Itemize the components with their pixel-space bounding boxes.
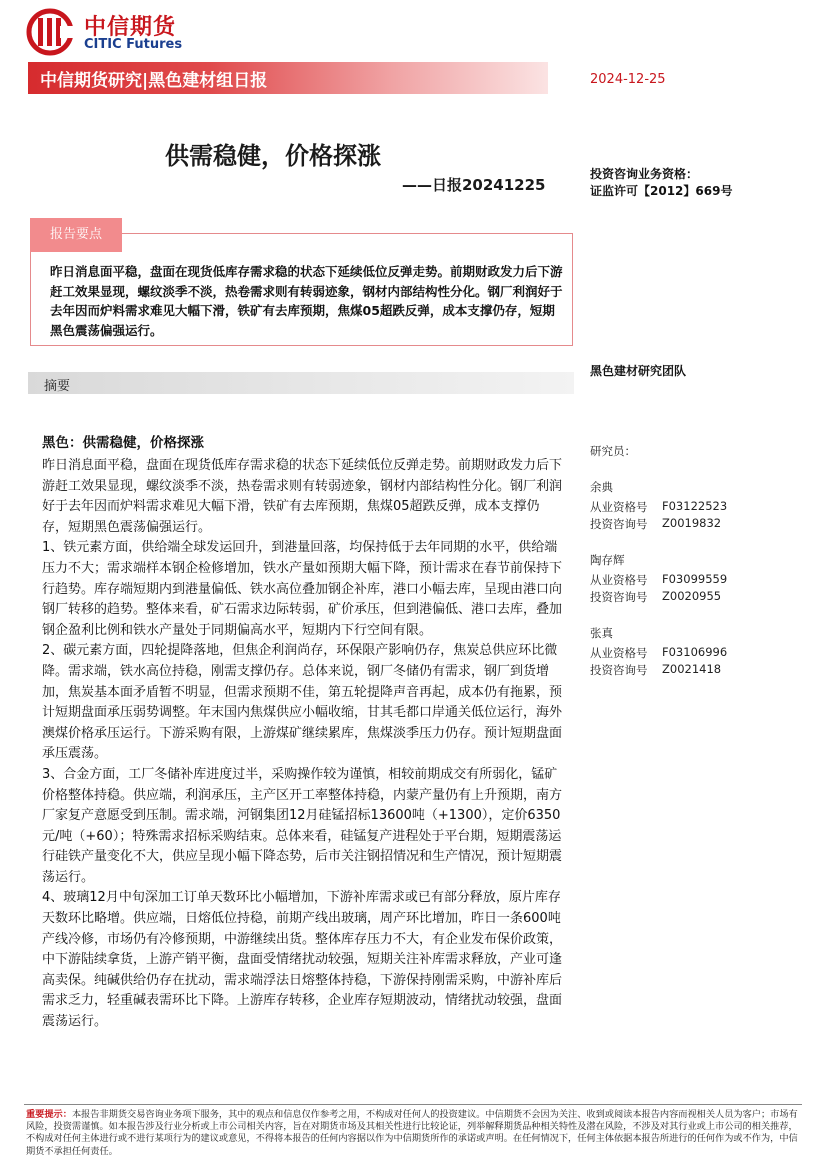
footer-divider bbox=[24, 1104, 802, 1105]
logo-english-name: CITIC Futures bbox=[84, 37, 183, 52]
key-points-tab: 报告要点 bbox=[30, 218, 122, 252]
body-paragraph-alloy: 3、合金方面，工厂冬储补库进度过半，采购操作较为谨慎，相较前期成交有所弱化，锰矿价格整体持稳。供应端，利润承压，主产区开工率整体持稳，内蒙产量仍有上升预期，南方厂家复产意愿受到压制。需求端，河钢集团12月硅锰招标13600吨（+1300），定价6350元/吨（+60）；特殊需求招标采购结束。总体来看，硅锰复产进程处于平台期，短期震荡运行硅铁产量变化不大，供应呈现小幅下降态势，后市关注钢招情况和生产情况，预计短期震荡运行。 bbox=[42, 766, 563, 885]
report-title: 供需稳健，价格探涨 bbox=[165, 142, 381, 170]
disclaimer bbox=[26, 1109, 802, 1158]
logo-chinese-name: 中信期货 bbox=[84, 15, 177, 40]
researcher-name: 张真 bbox=[590, 626, 613, 640]
researcher-license-value: F03099559 bbox=[662, 572, 728, 586]
banner-title: 中信期货研究|黑色建材组日报 bbox=[40, 71, 268, 91]
researcher-advisory-label: 投资咨询号 bbox=[590, 663, 648, 677]
researcher-name: 余典 bbox=[590, 480, 613, 494]
report-date: 2024-12-25 bbox=[590, 72, 666, 87]
researcher-advisory-value: Z0020955 bbox=[662, 589, 722, 603]
body-paragraph-carbon: 2、碳元素方面，四轮提降落地，但焦企利润尚存，环保限产影响仍存，焦炭总供应环比微降。需求端，铁水高位持稳，刚需支撑仍存。总体来说，钢厂冬储仍有需求，钢厂到货增加，焦炭基本面矛盾暂不明显，但需求预期不佳，第五轮提降声音再起，成本仍有拖累，预计短期盘面承压弱势调整。年末国内焦煤供应小幅收缩，甘其毛都口岸通关低位运行，海外澳煤价格承压运行。下游采购有限，上游煤矿继续累库，焦煤淡季压力仍存。预计短期盘面承压震荡。 bbox=[42, 643, 563, 762]
citic-logo-icon bbox=[24, 8, 78, 56]
researcher-license-label: 从业资格号 bbox=[590, 500, 648, 514]
abstract-bar bbox=[28, 372, 574, 394]
disclaimer-label: 重要提示： bbox=[26, 1109, 72, 1120]
section-heading: 黑色：供需稳健，价格探涨 bbox=[42, 435, 204, 451]
body-text bbox=[42, 456, 562, 1033]
key-points-text: 昨日消息面平稳，盘面在现货低库存需求稳的状态下延续低位反弹走势。前期财政发力后下游赶工效果显现，螺纹淡季不淡，热卷需求则有转弱迹象，钢材内部结构性分化。钢厂利润好于去年因而炉料需求难见大幅下滑，铁矿有去库预期，焦煤05超跌反弹，成本支撑仍存，短期黑色震荡偏强运行。 bbox=[50, 264, 563, 338]
qualification-value: 证监许可【2012】669号 bbox=[590, 184, 733, 198]
body-paragraph-glass: 4、玻璃12月中旬深加工订单天数环比小幅增加，下游补库需求或已有部分释放，原片库存天数环比略增。供应端，日熔低位持稳，前期产线出玻璃，周产环比增加，昨日一条600吨产线冷修，市场仍有冷修预期，中游继续出货。整体库存压力不大，有企业发布保价政策，中下游陆续拿货，上游产销平衡，盘面受情绪扰动较强，短期关注补库需求释放，产业可逢高卖保。纯碱供给仍存在扰动，需求端浮法日熔整体持稳，下游保持刚需采购，中游补库后需求乏力，轻重碱表需环比下降。上游库存转移，企业库存短期波动，情绪扰动较强，盘面震荡运行。 bbox=[42, 890, 563, 1030]
research-team: 黑色建材研究团队 bbox=[590, 364, 687, 378]
body-paragraph-summary: 昨日消息面平稳，盘面在现货低库存需求稳的状态下延续低位反弹走势。前期财政发力后下游赶工效果显现，螺纹淡季不淡，热卷需求则有转弱迹象，钢材内部结构性分化。钢厂利润好于去年因而炉料需求难见大幅下滑，铁矿有去库预期，焦煤05超跌反弹，成本支撑仍存，短期黑色震荡偏强运行。 bbox=[42, 458, 563, 535]
report-subtitle: ——日报20241225 bbox=[402, 176, 546, 194]
abstract-label: 摘要 bbox=[44, 379, 71, 394]
researcher-license-value: F03106996 bbox=[662, 645, 728, 659]
researcher-license-value: F03122523 bbox=[662, 499, 728, 513]
researcher-license-label: 从业资格号 bbox=[590, 573, 648, 587]
researcher-advisory-label: 投资咨询号 bbox=[590, 517, 648, 531]
researcher-advisory-value: Z0019832 bbox=[662, 516, 722, 530]
qualification-label: 投资咨询业务资格： bbox=[590, 167, 699, 181]
researcher-name: 陶存辉 bbox=[590, 553, 625, 567]
body-paragraph-iron: 1、铁元素方面，供给端全球发运回升，到港量回落，均保持低于去年同期的水平，供给端压力不大；需求端样本钢企检修增加，铁水产量如预期大幅下降，预计需求在春节前保持下行趋势。库存端短期内到港量偏低、铁水高位叠加钢企补库，港口小幅去库，呈现由港口向钢厂转移的趋势。整体来看，矿石需求边际转弱，矿价承压，但到港偏低、港口去库，叠加钢企盈利比例和铁水产量处于同期偏高水平，短期内下行空间有限。 bbox=[42, 540, 563, 638]
researchers-label: 研究员： bbox=[590, 444, 636, 458]
researcher-license-label: 从业资格号 bbox=[590, 646, 648, 660]
researcher-advisory-label: 投资咨询号 bbox=[590, 590, 648, 604]
disclaimer-text: 本报告非期货交易咨询业务项下服务，其中的观点和信息仅作参考之用，不构成对任何人的投资建议。中信期货不会因为关注、收到或阅读本报告内容而视相关人员为客户；市场有风险，投资需谨慎。如本报告涉及行业分析或上市公司相关内容，旨在对期货市场及其相关性进行比较论证，列举解释期货品种相关特性及潜在风险，不涉及对其行业或上市公司的相关推荐，不构成对任何主体进行或不进行某项行为的建议或意见，不得将本报告的任何内容据以作为中信期货所作的承诺或声明。在任何情况下，任何主体依据本报告所进行的任何作为或不作为，中信期货不承担任何责任。 bbox=[26, 1109, 798, 1157]
researcher-advisory-value: Z0021418 bbox=[662, 662, 722, 676]
